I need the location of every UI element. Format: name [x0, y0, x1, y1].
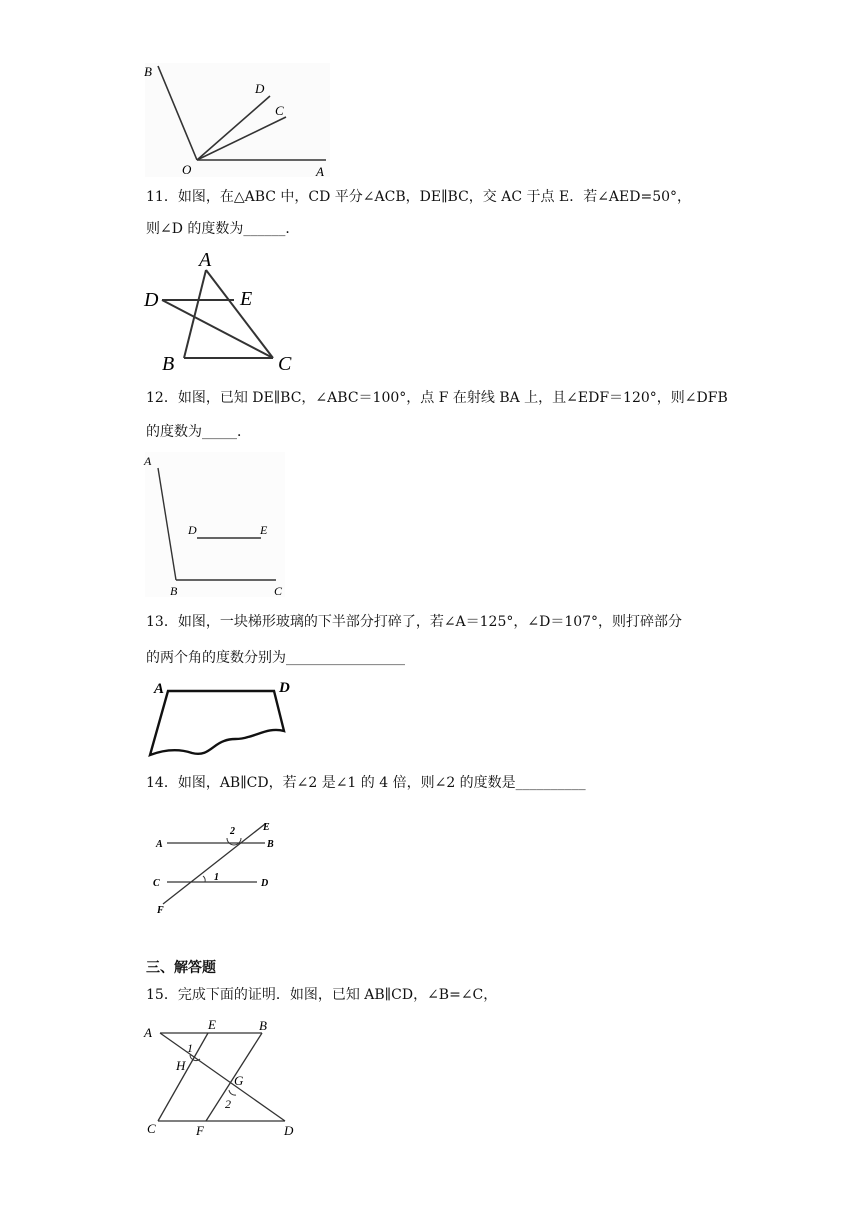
question-13-line1: 13．如图，一块梯形玻璃的下半部分打碎了，若∠A＝125°，∠D＝107°，则打碎部分: [146, 614, 683, 630]
label-B: B: [267, 839, 274, 850]
question-13-line2: 的两个角的度数分别为_________________: [146, 650, 405, 666]
label-B: B: [259, 1018, 267, 1033]
label-one: 1: [187, 1041, 193, 1055]
figure-parallel-de-bc: [140, 450, 300, 600]
figure-parallel-transversal: [145, 810, 305, 930]
label-O: O: [182, 162, 192, 177]
section-title: 三、解答题: [146, 960, 216, 976]
label-A: A: [156, 839, 163, 850]
label-A: A: [316, 164, 324, 179]
label-C: C: [274, 584, 283, 598]
label-one: 1: [214, 872, 219, 883]
label-H: H: [176, 1058, 186, 1073]
question-12-line2: 的度数为_____．: [146, 424, 251, 440]
label-C: C: [147, 1121, 156, 1136]
question-12-line1: 12．如图，已知 DE∥BC，∠ABC＝100°，点 F 在射线 BA 上，且∠EDF＝120°，则∠DFB: [146, 390, 728, 406]
label-E: E: [208, 1017, 216, 1032]
label-C: C: [278, 353, 292, 375]
figure-broken-trapezoid: [140, 675, 310, 765]
label-B: B: [162, 353, 175, 375]
label-B: B: [144, 64, 152, 79]
figure-proof-diagram: [140, 1015, 310, 1140]
figure-angle-rays: [140, 60, 340, 180]
question-11-line2: 则∠D 的度数为______．: [146, 221, 300, 237]
question-11-line1: 11．如图，在△ABC 中，CD 平分∠ACB，DE∥BC，交 AC 于点 E．若∠AED=50°，: [146, 189, 692, 205]
label-D: D: [279, 680, 290, 696]
label-F: F: [157, 905, 164, 916]
label-B: B: [170, 584, 178, 598]
label-F: F: [196, 1123, 204, 1138]
label-G: G: [234, 1073, 244, 1088]
label-C: C: [153, 878, 160, 889]
label-D: D: [261, 878, 269, 889]
question-15-line1: 15．完成下面的证明．如图，已知 AB∥CD，∠B=∠C，: [146, 987, 498, 1003]
label-A: A: [144, 1025, 152, 1040]
label-A: A: [154, 681, 165, 697]
label-two: 2: [225, 1097, 231, 1111]
label-E: E: [240, 288, 253, 310]
label-A: A: [144, 454, 152, 468]
label-A: A: [199, 249, 212, 271]
label-D: D: [188, 523, 197, 537]
label-E: E: [263, 822, 270, 833]
label-D: D: [144, 289, 159, 311]
label-C: C: [275, 103, 284, 118]
label-E: E: [260, 523, 268, 537]
label-two: 2: [230, 826, 235, 837]
figure-triangle-abc: [140, 248, 300, 373]
label-D: D: [284, 1123, 294, 1138]
label-D: D: [255, 81, 265, 96]
question-14-line1: 14．如图，AB∥CD，若∠2 是∠1 的 4 倍，则∠2 的度数是__________: [146, 775, 586, 791]
